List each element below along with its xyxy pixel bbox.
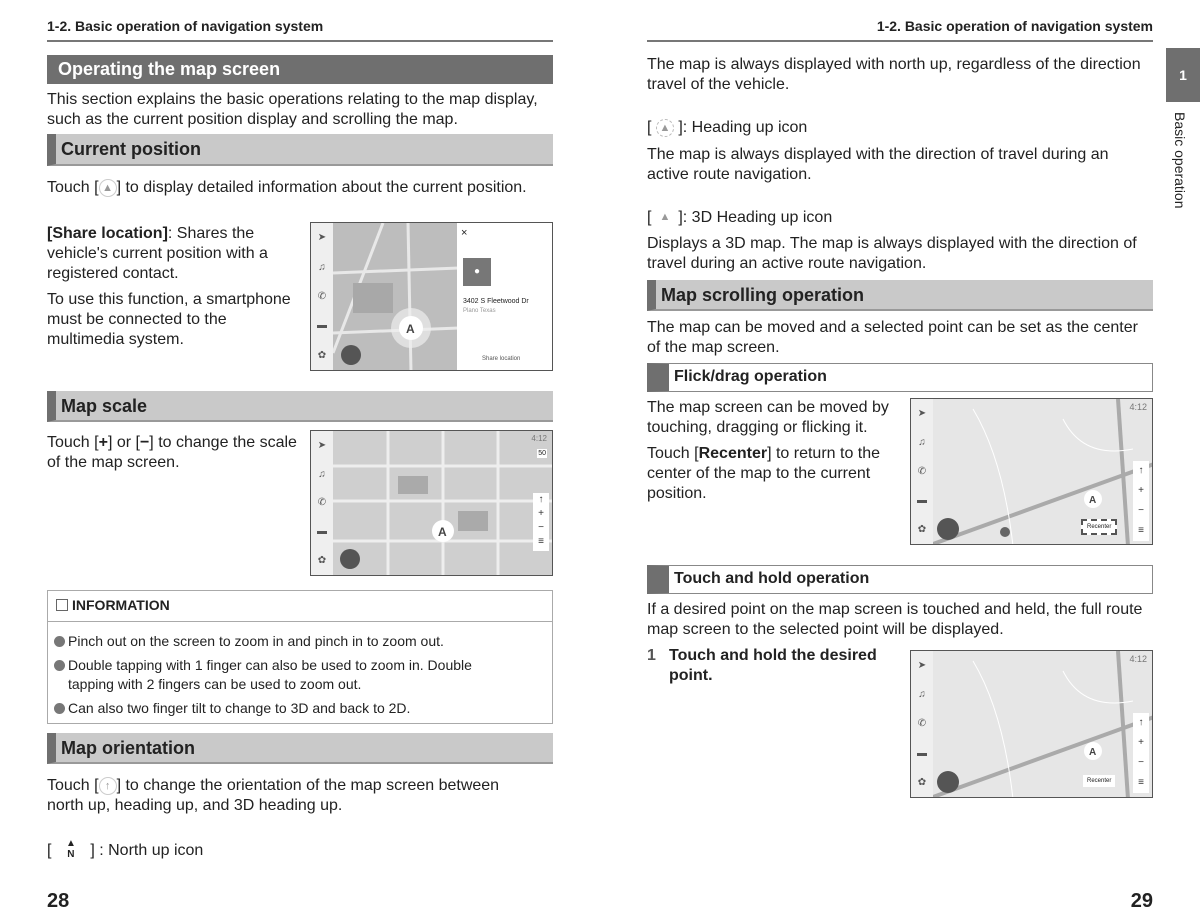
heading-flick-drag: Flick/drag operation bbox=[647, 363, 1153, 392]
section-title: Operating the map screen bbox=[47, 55, 553, 84]
information-header: INFORMATION bbox=[48, 591, 552, 622]
settings-icon: ✿ bbox=[317, 349, 327, 361]
music-icon: ♫ bbox=[318, 261, 326, 273]
chapter-tab[interactable]: 1 bbox=[1166, 48, 1200, 102]
phone-icon: ✆ bbox=[317, 290, 327, 302]
svg-text:A: A bbox=[438, 525, 447, 539]
map-scale-text: Touch [+] or [−] to change the scale of the map screen. bbox=[47, 434, 297, 471]
location-pin-icon: ● bbox=[463, 258, 491, 286]
compass-button[interactable]: ↑ bbox=[1138, 717, 1144, 728]
close-button[interactable]: × bbox=[461, 227, 468, 239]
3d-heading-up-icon: ▲ bbox=[659, 210, 671, 223]
page-number-left: 28 bbox=[47, 890, 70, 912]
address: 3402 S Fleetwood Dr bbox=[463, 298, 529, 305]
header-rule bbox=[647, 40, 1153, 42]
heading-map-orientation: Map orientation bbox=[47, 733, 553, 764]
orientation-icon: ↑ bbox=[99, 777, 117, 795]
clock: 4:12 bbox=[531, 434, 547, 443]
screenshot-flick-drag: ➤ ♫ ✆ ▬ ✿ A 4:12 ↑ + − ≡ Recenter bbox=[910, 398, 1153, 545]
zoom-out-icon: − bbox=[139, 434, 150, 451]
current-position-text: Touch [ ▲ ] to display detailed information about the current position. bbox=[47, 179, 527, 196]
info-bullet: Can also two finger tilt to change to 3D and back to 2D. bbox=[48, 699, 552, 718]
current-position-icon: ▲ bbox=[99, 179, 117, 197]
heading-map-scrolling: Map scrolling operation bbox=[647, 280, 1153, 311]
3d-heading-line: [ ▲ ]: 3D Heading up icon bbox=[647, 209, 833, 226]
screenshot-current-position bbox=[310, 222, 553, 371]
step-number: 1 bbox=[647, 647, 656, 664]
svg-text:A: A bbox=[1089, 495, 1097, 506]
touch-hold-text: If a desired point on the map screen is touched and held, the full route map screen to the selected point will be displayed. bbox=[647, 601, 1143, 638]
recenter-button[interactable]: Recenter bbox=[1081, 519, 1117, 535]
menu-button[interactable]: ≡ bbox=[538, 536, 544, 547]
heading-up-icon: ▲ bbox=[656, 119, 674, 137]
3d-heading-text: Displays a 3D map. The map is always displayed with the direction of travel during an active route navigation. bbox=[647, 235, 1137, 272]
north-up-line: [ ▲ N ] : North up icon bbox=[47, 838, 204, 860]
north-up-text: The map is always displayed with north up, regardless of the direction travel of the vehicle. bbox=[647, 56, 1141, 93]
heading-touch-hold: Touch and hold operation bbox=[647, 565, 1153, 594]
running-head-left: 1-2. Basic operation of navigation system bbox=[47, 18, 324, 34]
zoom-in-button[interactable]: + bbox=[1138, 485, 1144, 496]
map-image bbox=[333, 223, 459, 371]
heading-current-position: Current position bbox=[47, 134, 553, 166]
svg-text:A: A bbox=[1089, 747, 1097, 758]
clock: 4:12 bbox=[1129, 654, 1147, 664]
page-number-right: 29 bbox=[1130, 890, 1153, 912]
north-up-icon: ▲ N bbox=[65, 838, 76, 860]
information-box bbox=[47, 590, 553, 724]
heading-up-line: [ ▲ ]: Heading up icon bbox=[647, 119, 808, 136]
header-rule bbox=[47, 40, 553, 42]
zoom-in-button[interactable]: + bbox=[538, 508, 544, 519]
address-subtitle: Plano Texas bbox=[463, 308, 496, 314]
heading-map-scale: Map scale bbox=[47, 391, 553, 422]
info-bullet: Double tapping with 1 finger can also be used to zoom in. Double tapping with 2 fingers can be used to zoom out. bbox=[48, 656, 518, 694]
heading-up-text: The map is always displayed with the direction of travel during an active route navigation. bbox=[647, 146, 1109, 183]
recenter-text: Touch [Recenter] to return to the center of the map to the current position. bbox=[647, 445, 881, 502]
step-text: Touch and hold the desired point. bbox=[669, 647, 877, 684]
map-controls bbox=[533, 493, 549, 551]
recenter-button[interactable]: Recenter bbox=[1083, 775, 1115, 787]
screenshot-touch-hold: ➤ ♫ ✆ ▬ ✿ A 4:12 ↑ + − ≡ Recenter bbox=[910, 650, 1153, 798]
zoom-out-button[interactable]: − bbox=[1138, 757, 1144, 768]
book-icon bbox=[56, 599, 68, 611]
navigation-icon: ➤ bbox=[317, 232, 327, 244]
clock: 4:12 bbox=[1129, 402, 1147, 412]
map-image bbox=[933, 651, 1153, 798]
running-head-right: 1-2. Basic operation of navigation system bbox=[876, 18, 1153, 34]
speed-limit: 50 bbox=[538, 450, 546, 457]
menu-button[interactable]: ≡ bbox=[1138, 777, 1144, 788]
map-image bbox=[933, 399, 1153, 545]
info-bullet: Pinch out on the screen to zoom in and pinch in to zoom out. bbox=[48, 632, 552, 651]
chapter-label: Basic operation bbox=[1172, 112, 1188, 209]
map-image bbox=[333, 431, 553, 576]
zoom-in-button[interactable]: + bbox=[1138, 737, 1144, 748]
screenshot-map-scale: ➤ ♫ ✆ ▬ ✿ A 4:12 50 ↑ + − ≡ bbox=[310, 430, 553, 576]
smartphone-note: To use this function, a smartphone must be connected to the multimedia system. bbox=[47, 291, 291, 348]
intro-paragraph: This section explains the basic operations relating to the map display, such as the current position display and scrolling the map. bbox=[47, 91, 538, 128]
share-location-button[interactable]: Share location bbox=[482, 356, 521, 362]
zoom-in-icon: + bbox=[98, 434, 108, 451]
flick-text: The map screen can be moved by touching, dragging or flicking it. bbox=[647, 399, 889, 436]
compass-button[interactable]: ↑ bbox=[1138, 465, 1144, 476]
svg-text:A: A bbox=[406, 322, 415, 336]
menu-button[interactable]: ≡ bbox=[1138, 525, 1144, 536]
compass-button[interactable]: ↑ bbox=[538, 494, 544, 505]
map-orientation-text: Touch [ ↑ ] to change the orientation of the map screen between north up, heading up, and 3D heading up. bbox=[47, 777, 500, 814]
zoom-out-button[interactable]: − bbox=[538, 522, 544, 533]
share-location-text: [Share location]: Shares the vehicle's current position with a registered contact. bbox=[47, 225, 268, 282]
zoom-out-button[interactable]: − bbox=[1138, 505, 1144, 516]
car-icon: ▬ bbox=[317, 320, 327, 332]
scrolling-text: The map can be moved and a selected point can be set as the center of the map screen. bbox=[647, 319, 1138, 356]
